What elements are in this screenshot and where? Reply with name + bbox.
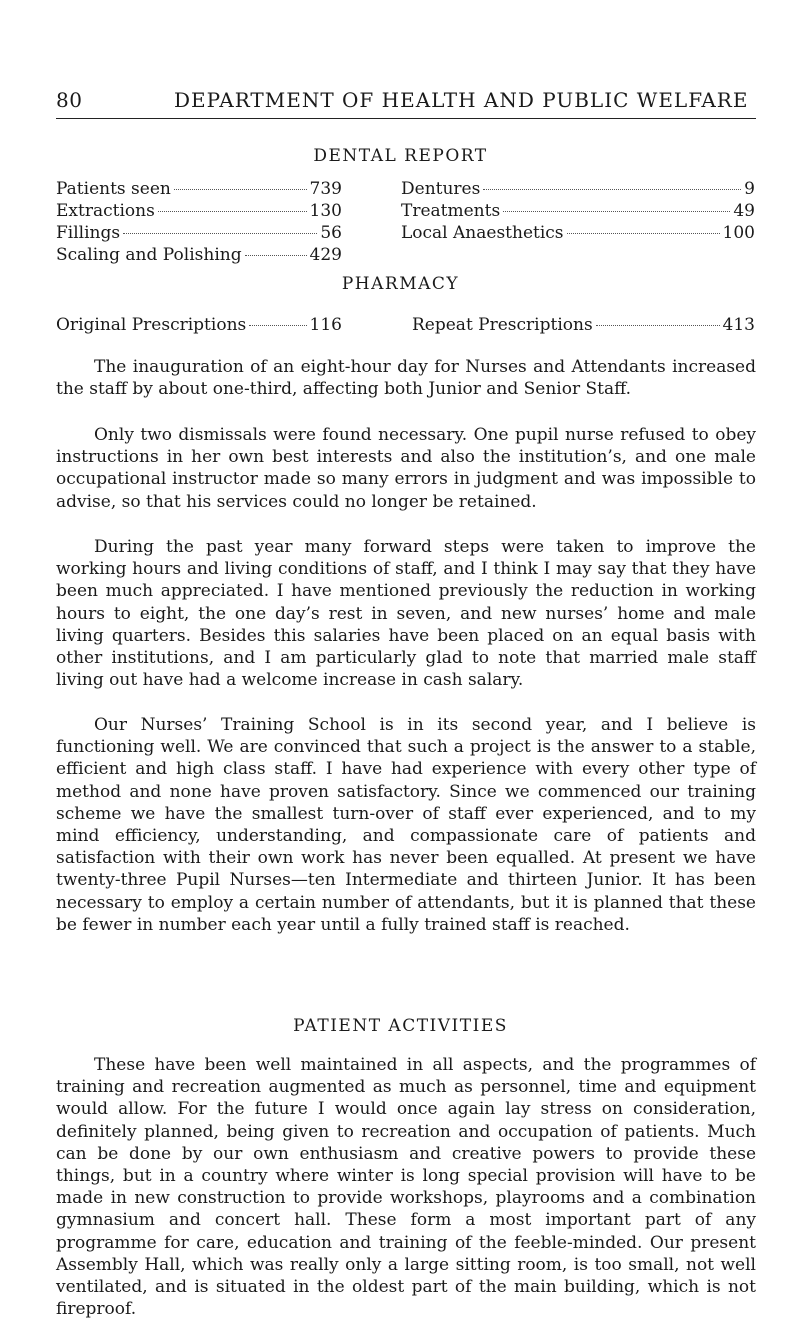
stat-value: 413: [722, 315, 755, 335]
pharmacy-stats-left: [56, 314, 342, 336]
stat-value: 116: [309, 315, 342, 335]
stat-label: Original Prescriptions: [56, 315, 247, 335]
pharmacy-stat-row: [412, 314, 755, 336]
dental-report-title: DENTAL REPORT: [313, 146, 488, 166]
dot-leader: [174, 189, 307, 190]
stat-label: Repeat Prescriptions: [412, 315, 593, 335]
dot-leader: [123, 233, 317, 234]
pharmacy-stats-right: [412, 314, 755, 336]
page-header: [56, 88, 756, 114]
dental-stat-row: [56, 244, 342, 266]
dental-stat-row: [56, 200, 342, 222]
dental-stat-row: [56, 222, 342, 244]
patient-activities-title: PATIENT ACTIVITIES: [293, 1016, 508, 1036]
stat-value: 739: [309, 179, 342, 199]
dental-stat-row: [401, 200, 755, 222]
dot-leader: [249, 325, 306, 326]
stat-value: 100: [722, 223, 755, 243]
dot-leader: [596, 325, 720, 326]
stat-label: Local Anaesthetics: [401, 223, 564, 243]
stat-value: 49: [733, 201, 755, 221]
stat-value: 429: [309, 245, 342, 265]
stat-label: Fillings: [56, 223, 121, 243]
pharmacy-stat-row: [56, 314, 342, 336]
dental-stat-row: [56, 178, 342, 200]
stat-label: Extractions: [56, 201, 155, 221]
body-paragraph: The inauguration of an eight-hour day for Nurses and Attendants increased the staff by about one-third, affecting both Junior and Senior Staff.: [56, 357, 756, 400]
dental-stats-left: [56, 178, 342, 266]
body-paragraph: These have been well maintained in all aspects, and the programmes of training and recreation augmented as much as personnel, time and equipment would allow. For the future I would once again lay stress on consideration, definitely planned, being given to recreation and occupation of patients. Much can be done by our own enthusiasm and creative powers to provide these things, but in a country where winter is long special provision will have to be made in new construction to provide workshops, playrooms and a combination gymnasium and concert hall. These form a most important part of any programme for care, education and training of the feeble-minded. Our present Assembly Hall, which was really only a large sitting room, is too small, not well ventilated, and is situated in the oldest part of the main building, which is not fireproof.: [56, 1055, 756, 1320]
body-paragraph: Only two dismissals were found necessary. One pupil nurse refused to obey instructions in her own best interests and also the institution’s, and one male occupational instructor made so many errors in judgment and was impossible to advise, so that his services could no longer be retained.: [56, 425, 756, 512]
dot-leader: [503, 211, 730, 212]
stat-label: Scaling and Polishing: [56, 245, 242, 265]
stat-value: 56: [320, 223, 342, 243]
dot-leader: [245, 255, 307, 256]
dental-stat-row: [401, 178, 755, 200]
body-paragraph: Our Nurses’ Training School is in its second year, and I believe is functioning well. We are convinced that such a project is the answer to a stable, efficient and high class staff. I have had experience with every other type of method and none have proven satisfactory. Since we commenced our training scheme we have the smallest turn-over of staff ever experienced, and to my mind efficiency, understanding, and compassionate care of patients and satisfaction with their own work has never been equalled. At present we have twenty-three Pupil Nurses—ten Intermediate and thirteen Junior. It has been necessary to employ a certain number of attendants, but it is planned that these be fewer in number each year until a fully trained staff is reached.: [56, 715, 756, 935]
stat-value: 130: [309, 201, 342, 221]
stat-value: 9: [744, 179, 755, 199]
dot-leader: [567, 233, 720, 234]
dental-stats-right: [401, 178, 755, 244]
page-number: 80: [56, 88, 83, 112]
pharmacy-title: PHARMACY: [341, 274, 460, 294]
body-paragraph: During the past year many forward steps were taken to improve the working hours and living conditions of staff, and I think I may say that they have been much appreciated. I have mentioned previously the reduction in working hours to eight, the one day’s rest in seven, and new nurses’ home and male living quarters. Besides this salaries have been placed on an equal basis with other institutions, and I am particularly glad to note that married male staff living out have had a welcome increase in cash salary.: [56, 537, 756, 691]
dot-leader: [483, 189, 741, 190]
stat-label: Treatments: [401, 201, 501, 221]
header-rule: [56, 118, 756, 119]
stat-label: Patients seen: [56, 179, 171, 199]
dental-stat-row: [401, 222, 755, 244]
stat-label: Dentures: [401, 179, 481, 199]
running-head: DEPARTMENT OF HEALTH AND PUBLIC WELFARE: [174, 88, 749, 112]
dot-leader: [158, 211, 307, 212]
